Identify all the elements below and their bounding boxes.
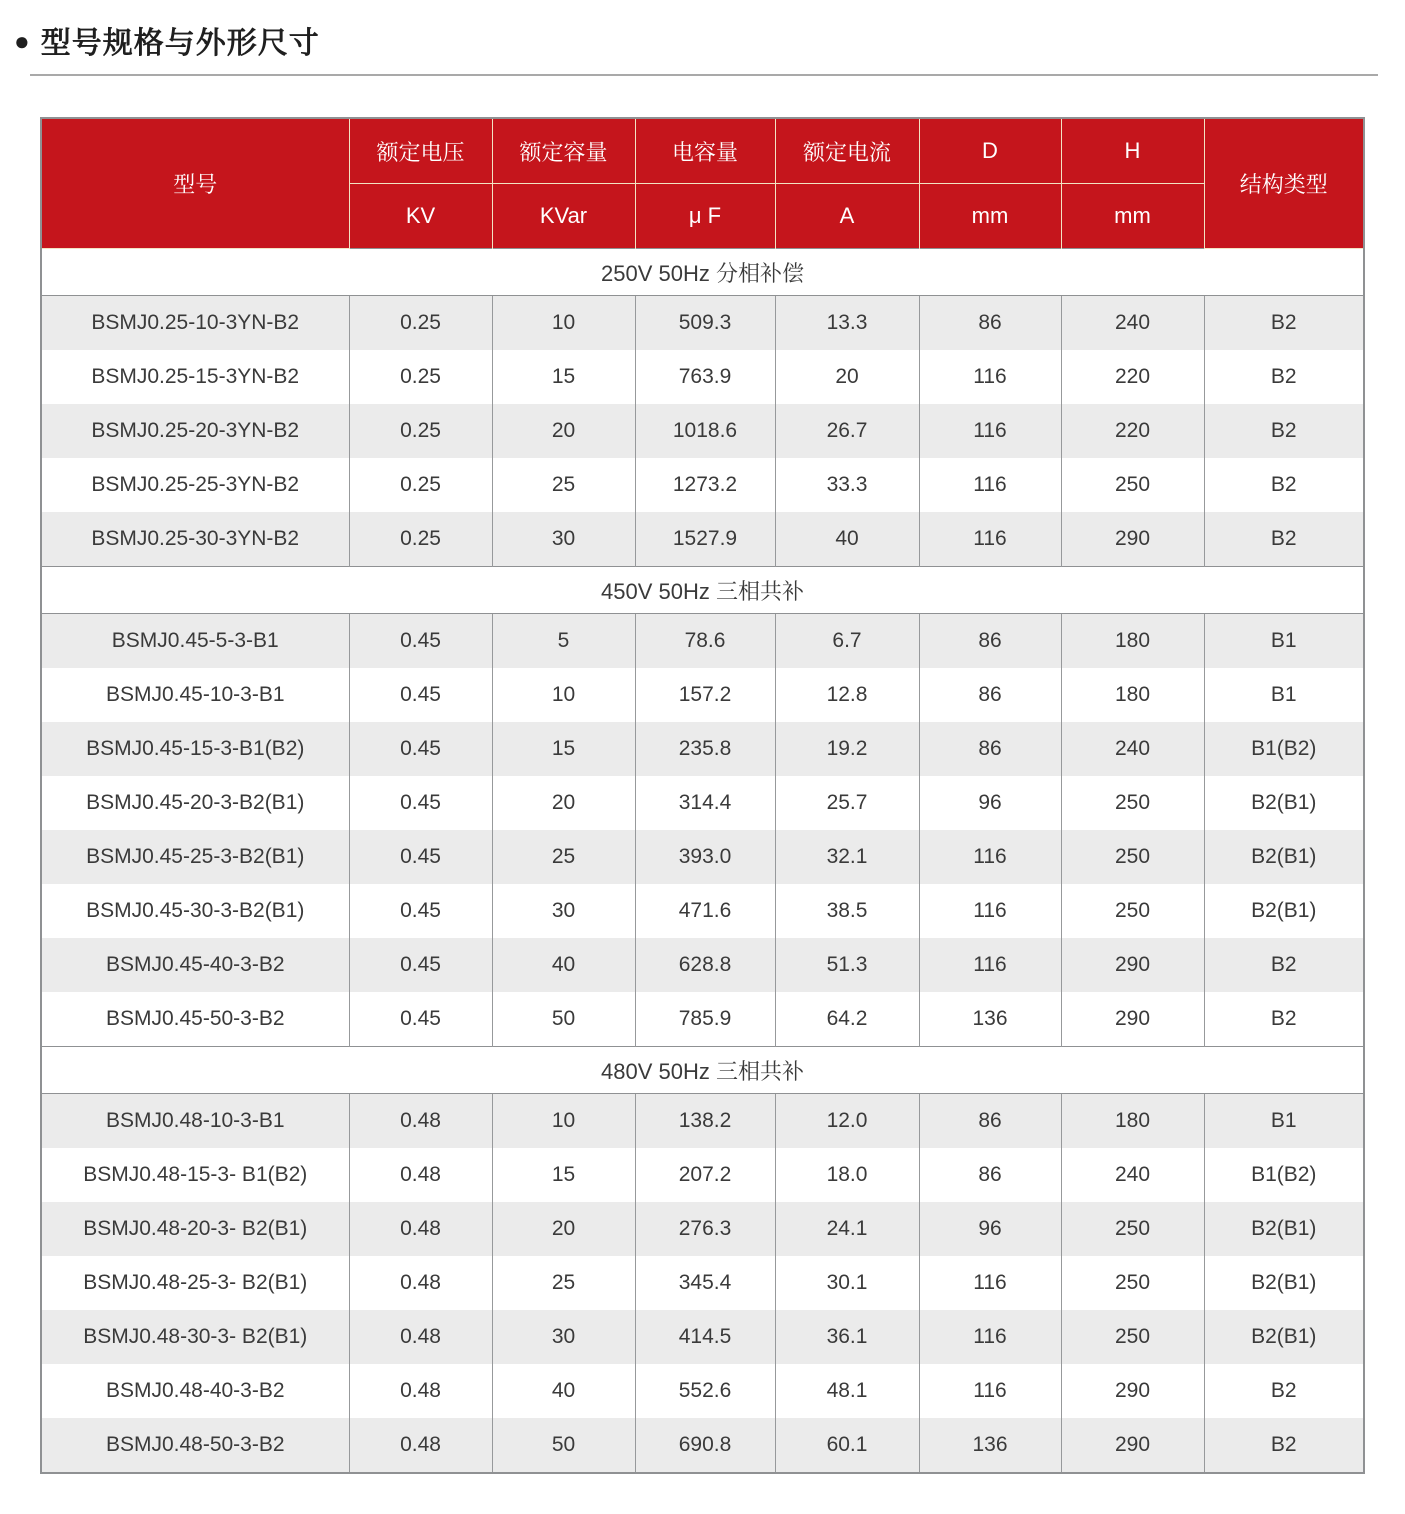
cell-rated-capacity: 25: [492, 830, 635, 884]
cell-capacitance: 1527.9: [635, 512, 775, 567]
cell-rated-current: 33.3: [775, 458, 919, 512]
cell-rated-current: 48.1: [775, 1364, 919, 1418]
cell-model: BSMJ0.48-10-3-B1: [41, 1094, 349, 1149]
unit-uf: μ F: [635, 184, 775, 249]
table-row: [41, 1364, 1364, 1418]
table-row: [41, 458, 1364, 512]
cell-rated-current: 12.8: [775, 668, 919, 722]
bullet-icon: ●: [14, 26, 31, 56]
cell-h: 240: [1061, 722, 1204, 776]
cell-rated-current: 64.2: [775, 992, 919, 1047]
cell-rated-current: 60.1: [775, 1418, 919, 1473]
cell-rated-capacity: 30: [492, 884, 635, 938]
cell-rated-current: 38.5: [775, 884, 919, 938]
unit-kvar: KVar: [492, 184, 635, 249]
cell-h: 290: [1061, 992, 1204, 1047]
col-header-h: H: [1061, 118, 1204, 184]
cell-structure-type: B2: [1204, 458, 1364, 512]
cell-capacitance: 78.6: [635, 614, 775, 669]
cell-h: 250: [1061, 458, 1204, 512]
section-row: [41, 249, 1364, 296]
cell-h: 250: [1061, 1256, 1204, 1310]
cell-h: 220: [1061, 350, 1204, 404]
cell-rated-current: 25.7: [775, 776, 919, 830]
unit-h-mm: mm: [1061, 184, 1204, 249]
cell-capacitance: 157.2: [635, 668, 775, 722]
cell-h: 220: [1061, 404, 1204, 458]
cell-d: 116: [919, 1364, 1061, 1418]
cell-d: 136: [919, 992, 1061, 1047]
col-header-rated-current: 额定电流: [775, 118, 919, 184]
cell-model: BSMJ0.48-40-3-B2: [41, 1364, 349, 1418]
table-row: [41, 1256, 1364, 1310]
cell-h: 250: [1061, 1310, 1204, 1364]
unit-kv: KV: [349, 184, 492, 249]
cell-structure-type: B2(B1): [1204, 830, 1364, 884]
cell-rated-capacity: 50: [492, 1418, 635, 1473]
cell-h: 250: [1061, 884, 1204, 938]
cell-rated-voltage: 0.25: [349, 404, 492, 458]
cell-d: 96: [919, 1202, 1061, 1256]
cell-rated-capacity: 10: [492, 1094, 635, 1149]
cell-structure-type: B1(B2): [1204, 1148, 1364, 1202]
cell-capacitance: 763.9: [635, 350, 775, 404]
cell-rated-voltage: 0.45: [349, 668, 492, 722]
cell-structure-type: B2: [1204, 512, 1364, 567]
cell-model: BSMJ0.45-30-3-B2(B1): [41, 884, 349, 938]
cell-rated-current: 20: [775, 350, 919, 404]
cell-capacitance: 628.8: [635, 938, 775, 992]
cell-d: 116: [919, 512, 1061, 567]
cell-structure-type: B2: [1204, 1364, 1364, 1418]
cell-rated-voltage: 0.45: [349, 938, 492, 992]
cell-rated-current: 24.1: [775, 1202, 919, 1256]
section-row: [41, 1047, 1364, 1094]
cell-structure-type: B2(B1): [1204, 1202, 1364, 1256]
cell-d: 86: [919, 1148, 1061, 1202]
cell-rated-voltage: 0.45: [349, 830, 492, 884]
section-header: 250V 50Hz 分相补偿: [41, 249, 1364, 296]
cell-rated-voltage: 0.48: [349, 1364, 492, 1418]
cell-structure-type: B2: [1204, 992, 1364, 1047]
cell-rated-current: 18.0: [775, 1148, 919, 1202]
cell-model: BSMJ0.48-20-3- B2(B1): [41, 1202, 349, 1256]
cell-model: BSMJ0.48-25-3- B2(B1): [41, 1256, 349, 1310]
cell-h: 250: [1061, 830, 1204, 884]
cell-rated-capacity: 20: [492, 776, 635, 830]
cell-d: 86: [919, 668, 1061, 722]
cell-h: 250: [1061, 776, 1204, 830]
table-row: [41, 1202, 1364, 1256]
cell-rated-capacity: 20: [492, 1202, 635, 1256]
cell-structure-type: B2: [1204, 938, 1364, 992]
cell-capacitance: 393.0: [635, 830, 775, 884]
cell-rated-current: 26.7: [775, 404, 919, 458]
cell-rated-voltage: 0.25: [349, 296, 492, 351]
title-divider: [30, 74, 1378, 76]
cell-model: BSMJ0.48-30-3- B2(B1): [41, 1310, 349, 1364]
cell-capacitance: 1273.2: [635, 458, 775, 512]
page-title: [14, 18, 320, 62]
cell-model: BSMJ0.25-30-3YN-B2: [41, 512, 349, 567]
col-header-model: 型号: [41, 118, 349, 249]
table-row: [41, 1418, 1364, 1473]
cell-model: BSMJ0.45-15-3-B1(B2): [41, 722, 349, 776]
cell-structure-type: B1(B2): [1204, 722, 1364, 776]
cell-capacitance: 785.9: [635, 992, 775, 1047]
cell-structure-type: B1: [1204, 1094, 1364, 1149]
cell-capacitance: 552.6: [635, 1364, 775, 1418]
cell-capacitance: 314.4: [635, 776, 775, 830]
cell-rated-capacity: 10: [492, 296, 635, 351]
cell-rated-current: 12.0: [775, 1094, 919, 1149]
table-row: [41, 404, 1364, 458]
cell-rated-capacity: 40: [492, 1364, 635, 1418]
cell-rated-voltage: 0.48: [349, 1202, 492, 1256]
cell-h: 290: [1061, 1364, 1204, 1418]
cell-d: 86: [919, 1094, 1061, 1149]
cell-structure-type: B1: [1204, 614, 1364, 669]
cell-rated-capacity: 40: [492, 938, 635, 992]
cell-rated-voltage: 0.45: [349, 614, 492, 669]
cell-rated-voltage: 0.48: [349, 1418, 492, 1473]
section-row: [41, 567, 1364, 614]
cell-capacitance: 690.8: [635, 1418, 775, 1473]
unit-a: A: [775, 184, 919, 249]
cell-model: BSMJ0.48-15-3- B1(B2): [41, 1148, 349, 1202]
cell-rated-current: 19.2: [775, 722, 919, 776]
cell-rated-current: 13.3: [775, 296, 919, 351]
cell-capacitance: 509.3: [635, 296, 775, 351]
cell-capacitance: 471.6: [635, 884, 775, 938]
cell-h: 180: [1061, 1094, 1204, 1149]
cell-rated-voltage: 0.25: [349, 458, 492, 512]
cell-rated-current: 6.7: [775, 614, 919, 669]
table-row: [41, 938, 1364, 992]
col-header-d: D: [919, 118, 1061, 184]
table-row: [41, 830, 1364, 884]
cell-structure-type: B2: [1204, 404, 1364, 458]
cell-capacitance: 345.4: [635, 1256, 775, 1310]
table-row: [41, 350, 1364, 404]
table-row: [41, 992, 1364, 1047]
cell-rated-capacity: 20: [492, 404, 635, 458]
cell-d: 116: [919, 1256, 1061, 1310]
spec-table-body: [41, 249, 1364, 1474]
cell-d: 116: [919, 404, 1061, 458]
table-row: [41, 512, 1364, 567]
cell-d: 116: [919, 938, 1061, 992]
cell-rated-capacity: 25: [492, 1256, 635, 1310]
table-row: [41, 1094, 1364, 1149]
cell-d: 136: [919, 1418, 1061, 1473]
cell-structure-type: B2(B1): [1204, 1256, 1364, 1310]
cell-rated-current: 30.1: [775, 1256, 919, 1310]
cell-model: BSMJ0.45-25-3-B2(B1): [41, 830, 349, 884]
col-header-rated-capacity: 额定容量: [492, 118, 635, 184]
cell-d: 96: [919, 776, 1061, 830]
cell-structure-type: B2(B1): [1204, 1310, 1364, 1364]
cell-rated-capacity: 15: [492, 722, 635, 776]
cell-h: 240: [1061, 296, 1204, 351]
table-row: [41, 884, 1364, 938]
cell-rated-voltage: 0.45: [349, 722, 492, 776]
cell-rated-voltage: 0.45: [349, 884, 492, 938]
cell-rated-voltage: 0.48: [349, 1310, 492, 1364]
col-header-rated-voltage: 额定电压: [349, 118, 492, 184]
cell-h: 290: [1061, 1418, 1204, 1473]
cell-model: BSMJ0.25-15-3YN-B2: [41, 350, 349, 404]
cell-rated-current: 40: [775, 512, 919, 567]
cell-d: 86: [919, 614, 1061, 669]
cell-structure-type: B1: [1204, 668, 1364, 722]
cell-capacitance: 207.2: [635, 1148, 775, 1202]
cell-rated-voltage: 0.25: [349, 512, 492, 567]
cell-rated-voltage: 0.25: [349, 350, 492, 404]
cell-model: BSMJ0.45-10-3-B1: [41, 668, 349, 722]
cell-model: BSMJ0.45-40-3-B2: [41, 938, 349, 992]
cell-rated-capacity: 25: [492, 458, 635, 512]
cell-d: 86: [919, 296, 1061, 351]
cell-rated-current: 32.1: [775, 830, 919, 884]
cell-rated-voltage: 0.48: [349, 1094, 492, 1149]
cell-model: BSMJ0.45-20-3-B2(B1): [41, 776, 349, 830]
cell-structure-type: B2: [1204, 350, 1364, 404]
cell-rated-capacity: 50: [492, 992, 635, 1047]
cell-capacitance: 276.3: [635, 1202, 775, 1256]
cell-structure-type: B2: [1204, 1418, 1364, 1473]
table-row: [41, 776, 1364, 830]
cell-d: 116: [919, 884, 1061, 938]
cell-structure-type: B2: [1204, 296, 1364, 351]
cell-rated-capacity: 10: [492, 668, 635, 722]
table-row: [41, 1148, 1364, 1202]
cell-structure-type: B2(B1): [1204, 884, 1364, 938]
cell-rated-capacity: 15: [492, 350, 635, 404]
cell-rated-voltage: 0.45: [349, 992, 492, 1047]
cell-rated-voltage: 0.48: [349, 1256, 492, 1310]
table-row: [41, 614, 1364, 669]
section-header: 450V 50Hz 三相共补: [41, 567, 1364, 614]
cell-h: 290: [1061, 512, 1204, 567]
table-row: [41, 1310, 1364, 1364]
spec-table: [40, 117, 1365, 1474]
cell-d: 116: [919, 830, 1061, 884]
header-label-row: [41, 118, 1364, 184]
cell-rated-current: 36.1: [775, 1310, 919, 1364]
cell-model: BSMJ0.45-5-3-B1: [41, 614, 349, 669]
cell-h: 290: [1061, 938, 1204, 992]
cell-h: 180: [1061, 614, 1204, 669]
cell-d: 116: [919, 1310, 1061, 1364]
cell-model: BSMJ0.48-50-3-B2: [41, 1418, 349, 1473]
cell-capacitance: 138.2: [635, 1094, 775, 1149]
cell-model: BSMJ0.25-20-3YN-B2: [41, 404, 349, 458]
cell-model: BSMJ0.45-50-3-B2: [41, 992, 349, 1047]
cell-capacitance: 1018.6: [635, 404, 775, 458]
table-row: [41, 668, 1364, 722]
cell-model: BSMJ0.25-10-3YN-B2: [41, 296, 349, 351]
table-row: [41, 296, 1364, 351]
cell-rated-capacity: 15: [492, 1148, 635, 1202]
cell-h: 240: [1061, 1148, 1204, 1202]
cell-capacitance: 414.5: [635, 1310, 775, 1364]
cell-h: 180: [1061, 668, 1204, 722]
section-header: 480V 50Hz 三相共补: [41, 1047, 1364, 1094]
cell-capacitance: 235.8: [635, 722, 775, 776]
cell-rated-voltage: 0.48: [349, 1148, 492, 1202]
col-header-structure-type: 结构类型: [1204, 118, 1364, 249]
cell-h: 250: [1061, 1202, 1204, 1256]
cell-d: 116: [919, 458, 1061, 512]
page-title-text: 型号规格与外形尺寸: [40, 27, 320, 60]
table-row: [41, 722, 1364, 776]
cell-d: 116: [919, 350, 1061, 404]
cell-rated-capacity: 30: [492, 512, 635, 567]
cell-model: BSMJ0.25-25-3YN-B2: [41, 458, 349, 512]
cell-rated-capacity: 5: [492, 614, 635, 669]
cell-rated-current: 51.3: [775, 938, 919, 992]
unit-d-mm: mm: [919, 184, 1061, 249]
cell-rated-capacity: 30: [492, 1310, 635, 1364]
cell-d: 86: [919, 722, 1061, 776]
col-header-capacitance: 电容量: [635, 118, 775, 184]
cell-structure-type: B2(B1): [1204, 776, 1364, 830]
cell-rated-voltage: 0.45: [349, 776, 492, 830]
